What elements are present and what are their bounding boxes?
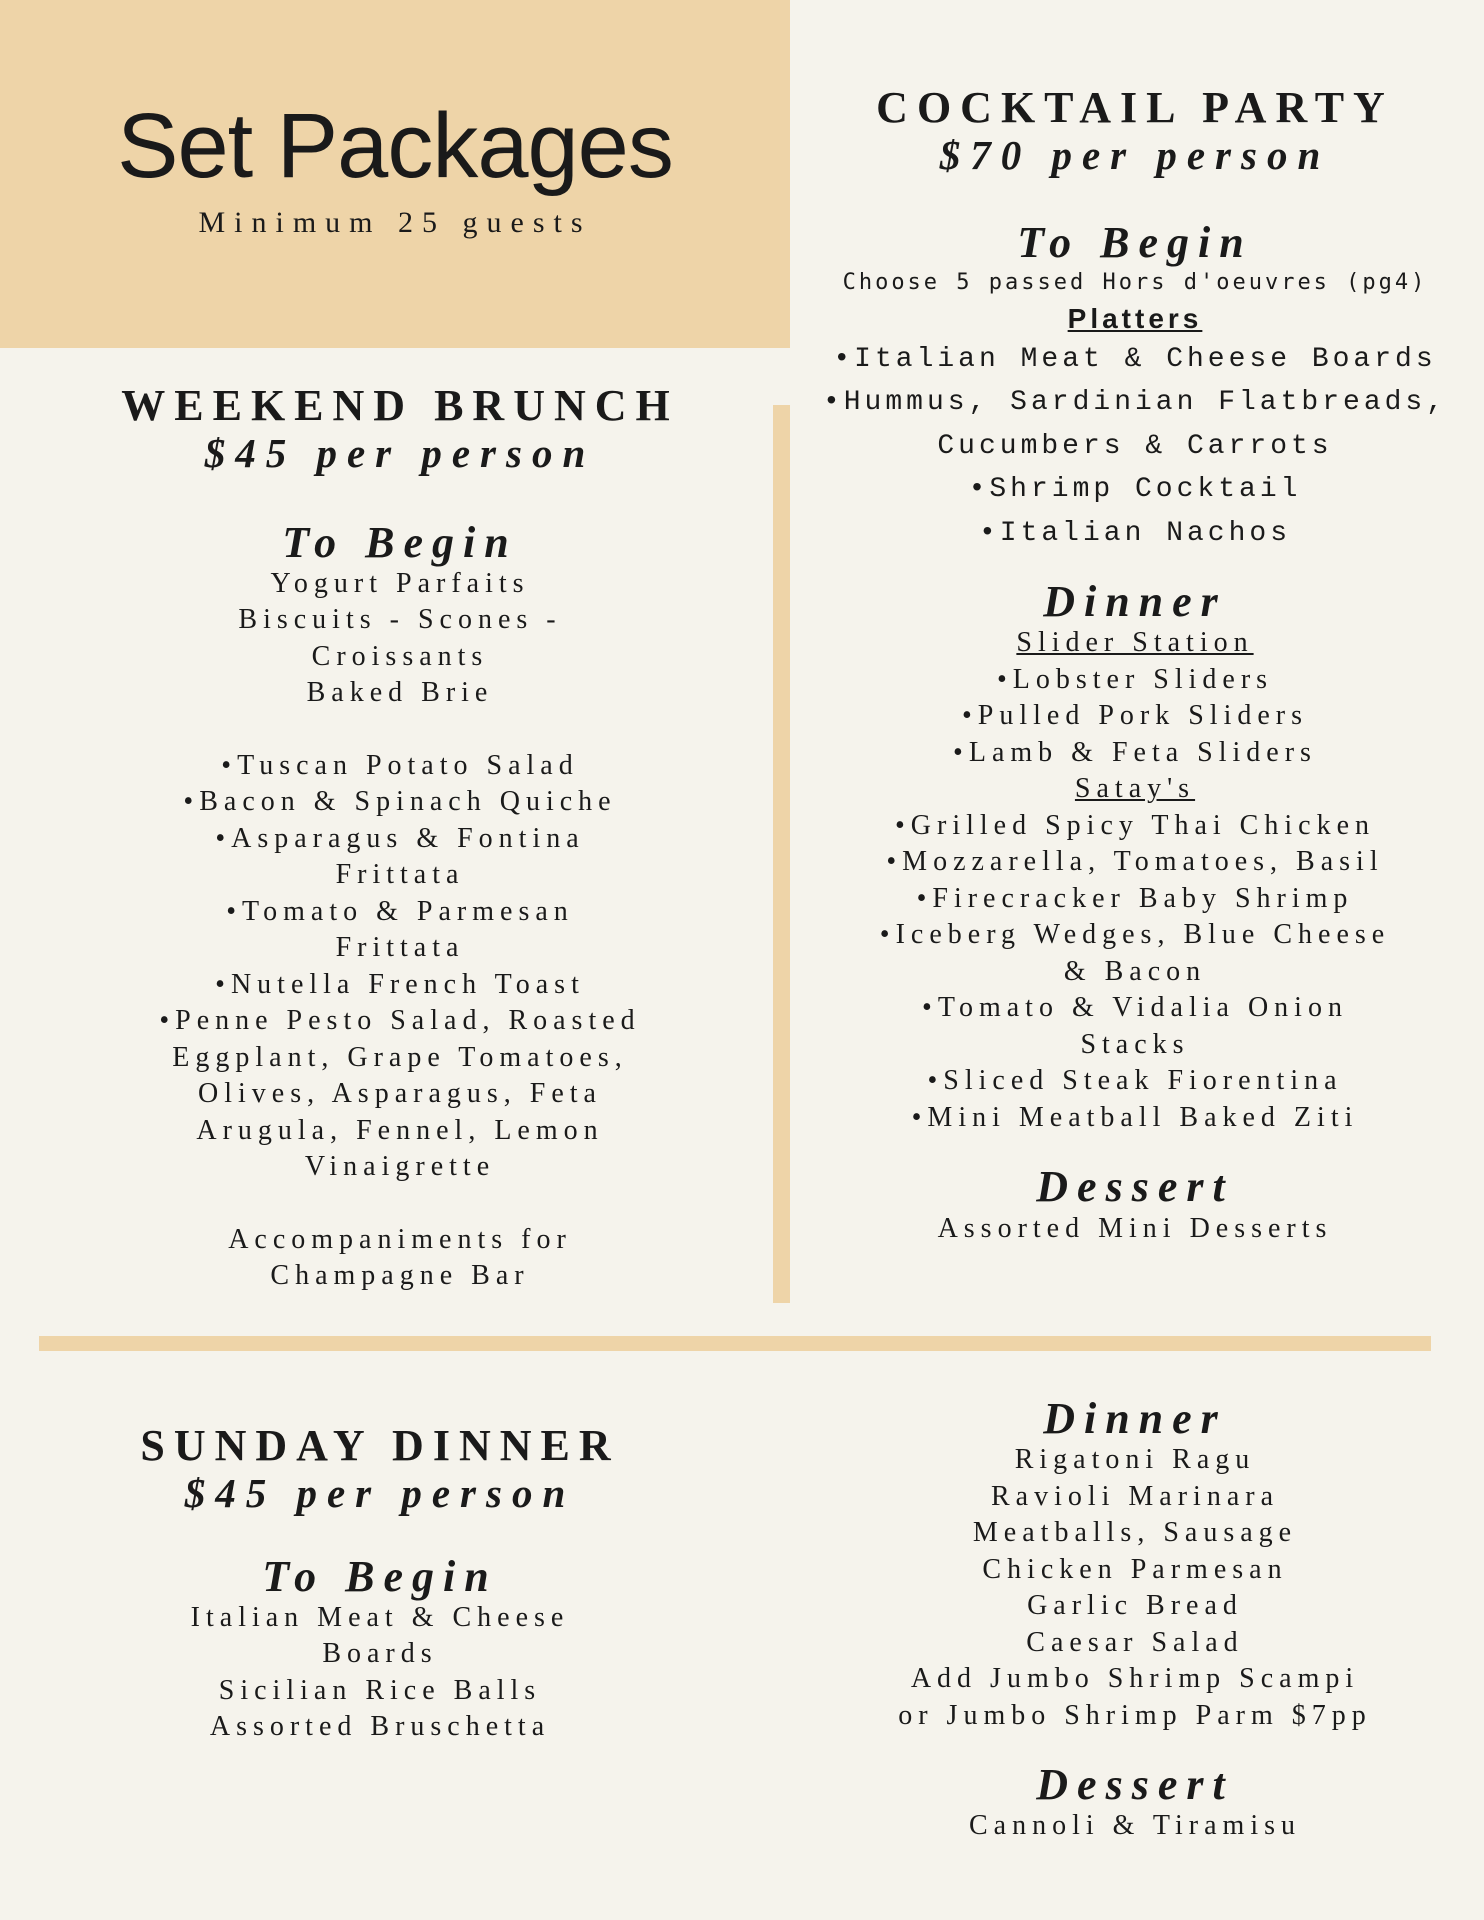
list-item: Assorted Bruschetta — [209, 1711, 551, 1743]
platters-heading: Platters — [1067, 302, 1203, 334]
to-begin-heading: To Begin — [282, 517, 518, 567]
list-item: •Tomato & Vidalia Onion — [922, 992, 1348, 1024]
brunch-accompaniments — [40, 1222, 760, 1295]
dessert-list — [795, 1211, 1475, 1248]
list-item: Rigatoni Ragu — [1014, 1444, 1256, 1476]
cocktail-party-section — [795, 84, 1475, 1247]
list-item: Frittata — [335, 932, 465, 964]
list-item: •Italian Nachos — [978, 517, 1292, 549]
section-title: COCKTAIL PARTY — [876, 83, 1394, 132]
list-item: •Hummus, Sardinian Flatbreads, — [822, 387, 1448, 419]
sunday-dinner-section — [40, 1422, 720, 1746]
list-item: Add Jumbo Shrimp Scampi — [910, 1663, 1360, 1695]
list-item: •Sliced Steak Fiorentina — [927, 1065, 1343, 1097]
dinner-heading: Dinner — [1043, 1394, 1227, 1443]
satays-list — [795, 808, 1475, 1137]
list-item: •Firecracker Baby Shrimp — [916, 882, 1354, 914]
hors-doeuvres-note: Choose 5 passed Hors d'oeuvres (pg4) — [842, 269, 1428, 295]
list-item: Caesar Salad — [1026, 1626, 1244, 1658]
list-item: Eggplant, Grape Tomatoes, — [172, 1041, 628, 1073]
list-item: •Pulled Pork Sliders — [961, 700, 1309, 732]
list-item: Croissants — [311, 640, 489, 672]
list-item: •Lobster Sliders — [996, 663, 1274, 695]
sliders-list — [795, 662, 1475, 772]
list-item: Italian Meat & Cheese — [190, 1601, 570, 1633]
sunday-starters-list — [40, 1600, 720, 1746]
list-item: Frittata — [335, 859, 465, 891]
list-item: Accompaniments for — [228, 1223, 572, 1255]
header-block — [0, 95, 790, 240]
list-item: Arugula, Fennel, Lemon — [196, 1114, 604, 1146]
section-title: SUNDAY DINNER — [140, 1421, 620, 1470]
list-item: •Tuscan Potato Salad — [221, 749, 579, 781]
list-item: •Lamb & Feta Sliders — [953, 736, 1317, 768]
weekend-brunch-section — [40, 382, 760, 1295]
to-begin-heading: To Begin — [1017, 217, 1253, 267]
list-item: Boards — [322, 1638, 438, 1670]
horizontal-divider — [39, 1336, 1431, 1351]
list-item: •Shrimp Cocktail — [968, 474, 1302, 506]
section-price: $70 per person — [939, 132, 1331, 179]
list-item: •Iceberg Wedges, Blue Cheese — [879, 919, 1391, 951]
list-item: Ravioli Marinara — [990, 1480, 1280, 1512]
satays-heading: Satay's — [1074, 773, 1196, 805]
platters-list — [795, 338, 1475, 556]
to-begin-heading: To Begin — [262, 1551, 498, 1601]
list-item: Sicilian Rice Balls — [218, 1674, 542, 1706]
list-item: Meatballs, Sausage — [972, 1517, 1298, 1549]
sunday-dessert-list — [795, 1808, 1475, 1845]
list-item: Baked Brie — [306, 677, 494, 709]
list-item: •Italian Meat & Cheese Boards — [833, 343, 1437, 375]
brunch-starters-list — [40, 566, 760, 712]
list-item: •Bacon & Spinach Quiche — [183, 786, 617, 818]
list-item: •Mozzarella, Tomatoes, Basil — [886, 846, 1384, 878]
list-item: Olives, Asparagus, Feta — [198, 1078, 602, 1110]
section-title: WEEKEND BRUNCH — [121, 381, 679, 430]
list-item: Cucumbers & Carrots — [937, 430, 1333, 462]
list-item: Champagne Bar — [270, 1260, 530, 1292]
dinner-heading: Dinner — [1043, 577, 1227, 627]
section-price: $45 per person — [184, 1470, 576, 1517]
vertical-divider — [773, 405, 790, 1303]
list-item: •Nutella French Toast — [215, 968, 585, 1000]
list-item: Garlic Bread — [1027, 1590, 1243, 1622]
list-item: Yogurt Parfaits — [270, 567, 530, 599]
list-item: •Mini Meatball Baked Ziti — [911, 1101, 1359, 1133]
page-title: Set Packages — [117, 95, 673, 197]
list-item: Stacks — [1080, 1028, 1190, 1060]
list-item: •Grilled Spicy Thai Chicken — [894, 809, 1375, 841]
list-item: or Jumbo Shrimp Parm $7pp — [898, 1699, 1372, 1731]
section-price: $45 per person — [204, 430, 596, 477]
sunday-dinner-list — [795, 1442, 1475, 1734]
slider-station-heading: Slider Station — [1016, 627, 1254, 659]
list-item: •Asparagus & Fontina — [215, 822, 585, 854]
brunch-mains-list — [40, 748, 760, 1186]
list-item: •Penne Pesto Salad, Roasted — [159, 1005, 641, 1037]
list-item: Vinaigrette — [304, 1151, 496, 1183]
list-item: & Bacon — [1063, 955, 1207, 987]
minimum-guests: Minimum 25 guests — [198, 206, 592, 239]
list-item: •Tomato & Parmesan — [226, 895, 574, 927]
dessert-heading: Dessert — [1036, 1760, 1234, 1810]
list-item: Chicken Parmesan — [982, 1553, 1288, 1585]
dessert-heading: Dessert — [1036, 1162, 1234, 1212]
list-item: Biscuits - Scones - — [238, 604, 562, 636]
list-item: Assorted Mini Desserts — [937, 1212, 1333, 1244]
list-item: Cannoli & Tiramisu — [968, 1810, 1302, 1842]
sunday-dinner-menu — [795, 1396, 1475, 1845]
